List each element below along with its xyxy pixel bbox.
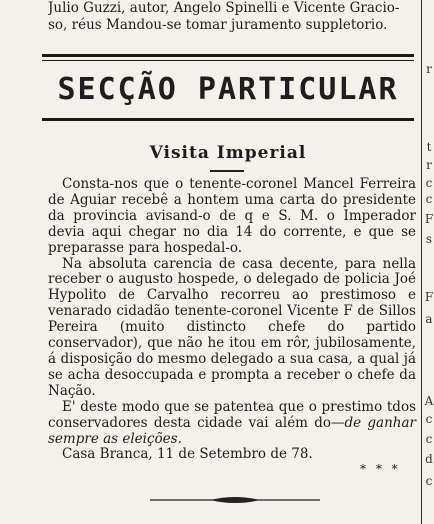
section-top-rule xyxy=(42,54,414,57)
margin-letter: F xyxy=(424,212,434,226)
paragraph-1: Consta-nos que o tenente-coronel Mancel Ferreira de Aguiar recebê a hontem uma carta do presidente da provincia avisand-o de q e S. M. o Imperador devia aqui chegar no dia 14 do corrente, e que se preparasse para hospedal-o. xyxy=(48,176,416,256)
paragraph-2: Na absoluta carencia de casa decente, para nella receber o augusto hospede, o delegado de policia Joé Hypolito de Carvalho recorreu ao prestimoso e venarado cidadão tenente-coronel Vicente F de Sillos Pereira (muito distincto chefe do partido conservador), que não he itou em rôr, jubilosamente, á disposição do mesmo delegado a sua casa, a qual já se acha desoccupada e prompta a receber o chefe da Nação. xyxy=(48,255,416,399)
paragraph-3-italic: de ganhar sempre as eleições. xyxy=(48,414,416,447)
margin-letter: A xyxy=(424,394,434,408)
article-title: Visita Imperial xyxy=(149,143,307,163)
margin-letter: t xyxy=(426,140,432,154)
margin-letter: c xyxy=(425,192,433,206)
paragraph-3-text: E' deste modo que se patentea que o prestimo tdos conservadores desta cidade vai além do— xyxy=(48,398,416,431)
section-top-rule-thin xyxy=(42,60,414,61)
title-underline xyxy=(210,170,244,172)
margin-letter: c xyxy=(425,176,433,190)
signature-stars: * * * xyxy=(360,462,401,476)
section-title: SECÇÃO PARTICULAR xyxy=(57,72,399,107)
margin-letter: c xyxy=(425,412,433,426)
previous-article-line-1: Julio Guzzi, autor, Angelo Spinelli e Vicente Gracio- xyxy=(48,0,400,16)
margin-letter: c xyxy=(425,474,433,488)
paragraph-3 xyxy=(48,400,416,448)
margin-letter: r xyxy=(426,158,432,172)
margin-letter: d xyxy=(425,452,433,466)
adjacent-column-edge xyxy=(421,0,434,524)
section-bottom-rule xyxy=(42,118,414,121)
margin-letter: F xyxy=(424,290,434,304)
margin-letter: r xyxy=(426,62,432,76)
margin-letter: a xyxy=(425,312,433,326)
previous-article-fragment xyxy=(48,0,420,34)
place-date: Casa Branca, 11 de Setembro de 78. xyxy=(62,446,313,463)
margin-letter: s xyxy=(425,232,433,246)
closing-ornament-rule xyxy=(150,494,320,506)
article-body xyxy=(48,177,416,463)
margin-letter: c xyxy=(425,432,433,446)
previous-article-line-2: so, réus Mandou-se tomar juramento suppletorio. xyxy=(48,17,388,33)
